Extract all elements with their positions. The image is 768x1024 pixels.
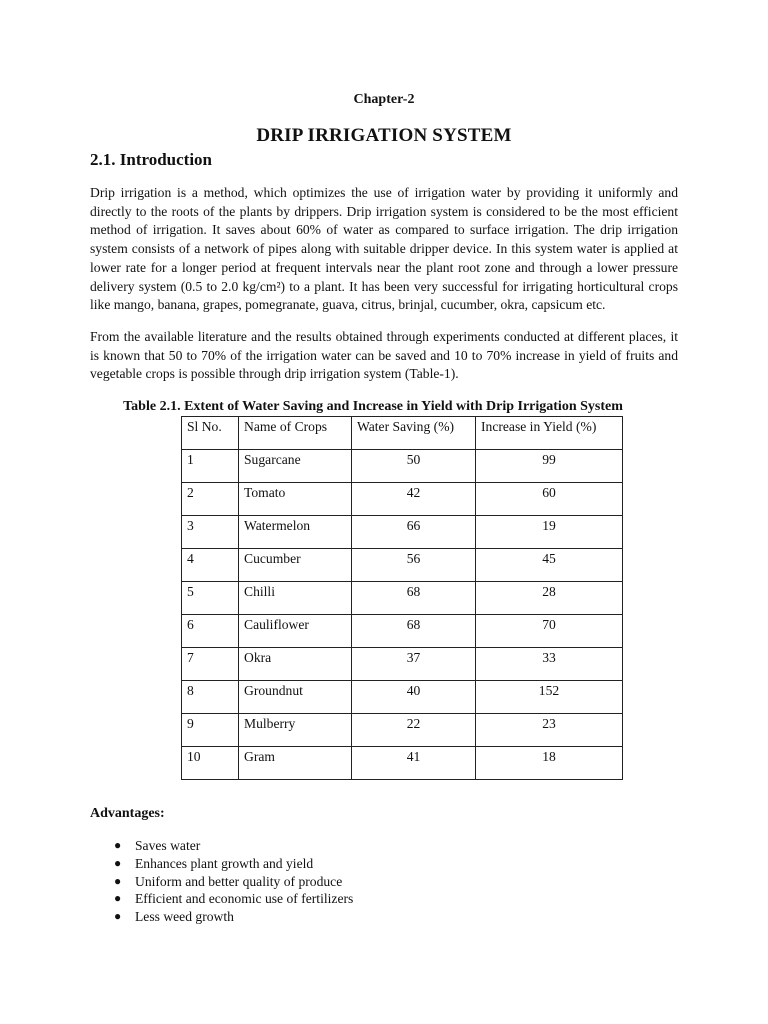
table-row <box>182 747 623 780</box>
cell-crop-name: Mulberry <box>239 714 352 747</box>
advantage-item <box>90 908 353 926</box>
table-body <box>182 450 623 780</box>
water-saving-table <box>181 416 623 780</box>
advantage-text: Less weed growth <box>135 909 234 925</box>
cell-sl-no: 9 <box>182 714 239 747</box>
cell-crop-name: Sugarcane <box>239 450 352 483</box>
cell-sl-no: 3 <box>182 516 239 549</box>
table-header-row <box>182 417 623 450</box>
cell-water-saving: 68 <box>352 615 476 648</box>
cell-crop-name: Cauliflower <box>239 615 352 648</box>
cell-sl-no: 1 <box>182 450 239 483</box>
advantages-heading: Advantages: <box>90 806 165 821</box>
table-row <box>182 615 623 648</box>
cell-yield-increase: 18 <box>476 747 623 780</box>
cell-yield-increase: 23 <box>476 714 623 747</box>
cell-crop-name: Okra <box>239 648 352 681</box>
cell-water-saving: 66 <box>352 516 476 549</box>
page-title: DRIP IRRIGATION SYSTEM <box>256 125 512 146</box>
bullet-icon: ● <box>114 873 122 888</box>
cell-yield-increase: 33 <box>476 648 623 681</box>
cell-crop-name: Gram <box>239 747 352 780</box>
advantage-item <box>90 837 353 855</box>
advantage-text: Uniform and better quality of produce <box>135 873 343 889</box>
advantage-text: Efficient and economic use of fertilizers <box>135 891 354 907</box>
cell-crop-name: Tomato <box>239 483 352 516</box>
table-row <box>182 681 623 714</box>
advantage-text: Enhances plant growth and yield <box>135 855 314 871</box>
cell-water-saving: 42 <box>352 483 476 516</box>
cell-water-saving: 41 <box>352 747 476 780</box>
cell-water-saving: 50 <box>352 450 476 483</box>
table-row <box>182 582 623 615</box>
bullet-icon: ● <box>114 855 122 870</box>
table-row <box>182 714 623 747</box>
cell-yield-increase: 45 <box>476 549 623 582</box>
cell-yield-increase: 99 <box>476 450 623 483</box>
cell-sl-no: 10 <box>182 747 239 780</box>
table-row <box>182 483 623 516</box>
cell-sl-no: 5 <box>182 582 239 615</box>
cell-sl-no: 8 <box>182 681 239 714</box>
advantage-item <box>90 890 353 908</box>
chapter-label: Chapter-2 <box>353 92 415 107</box>
cell-yield-increase: 152 <box>476 681 623 714</box>
advantages-list <box>90 837 353 926</box>
cell-water-saving: 68 <box>352 582 476 615</box>
cell-yield-increase: 70 <box>476 615 623 648</box>
cell-sl-no: 7 <box>182 648 239 681</box>
cell-yield-increase: 19 <box>476 516 623 549</box>
cell-sl-no: 6 <box>182 615 239 648</box>
table-row <box>182 450 623 483</box>
advantage-item <box>90 873 353 891</box>
header-crop-name: Name of Crops <box>239 417 352 450</box>
table-row <box>182 549 623 582</box>
intro-paragraph: Drip irrigation is a method, which optimizes the use of irrigation water by providing it uniformly and directly to the roots of the plants by drippers. Drip irrigation system is considered to be the most efficient method of irrigation. It saves about 60% of water as compared to surface irrigation. The drip irrigation system consists of a network of pipes along with suitable dripper device. In this system water is applied at lower rate for a longer period at frequent intervals near the plant root zone and through a lower pressure delivery system (0.5 to 2.0 kg/cm²) to a plant. It has been very successful for irrigating horticultural crops like mango, banana, grapes, pomegranate, guava, citrus, brinjal, cucumber, okra, capsicum etc. <box>90 185 678 313</box>
cell-sl-no: 2 <box>182 483 239 516</box>
cell-water-saving: 22 <box>352 714 476 747</box>
cell-water-saving: 56 <box>352 549 476 582</box>
table-caption: Table 2.1. Extent of Water Saving and Increase in Yield with Drip Irrigation System <box>123 399 623 414</box>
bullet-icon: ● <box>114 891 122 906</box>
cell-yield-increase: 60 <box>476 483 623 516</box>
header-yield-increase: Increase in Yield (%) <box>476 417 623 450</box>
advantage-text: Saves water <box>135 838 201 853</box>
bullet-icon: ● <box>114 909 122 924</box>
cell-water-saving: 40 <box>352 681 476 714</box>
table-row <box>182 648 623 681</box>
cell-sl-no: 4 <box>182 549 239 582</box>
cell-yield-increase: 28 <box>476 582 623 615</box>
cell-crop-name: Cucumber <box>239 549 352 582</box>
header-water-saving: Water Saving (%) <box>352 417 476 450</box>
cell-water-saving: 37 <box>352 648 476 681</box>
literature-paragraph: From the available literature and the results obtained through experiments conducted at different places, it is known that 50 to 70% of the irrigation water can be saved and 10 to 70% increase in yield of fruits and vegetable crops is possible through drip irrigation system (Table-1). <box>90 329 678 382</box>
advantage-item <box>90 855 353 873</box>
cell-crop-name: Groundnut <box>239 681 352 714</box>
section-heading: 2.1. Introduction <box>90 150 213 169</box>
cell-crop-name: Chilli <box>239 582 352 615</box>
header-sl-no: Sl No. <box>182 417 239 450</box>
table-row <box>182 516 623 549</box>
bullet-icon: ● <box>114 838 122 852</box>
cell-crop-name: Watermelon <box>239 516 352 549</box>
